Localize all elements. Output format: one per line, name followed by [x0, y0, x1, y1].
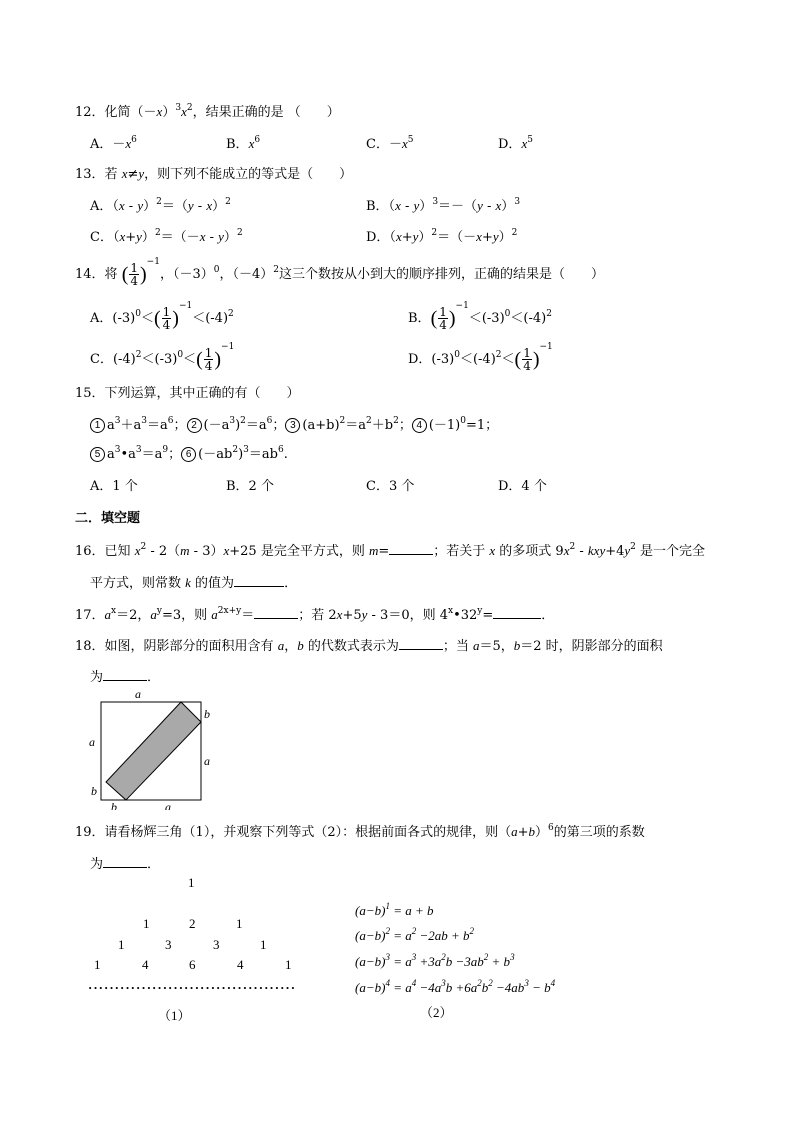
q13-option-b: B．（x - y）$^3$＝－（y - x）$^3$	[366, 196, 521, 214]
equation-4: $(a-b)^4 = a^4 -4a^3b +6a^2b^2 -4ab^3 - b^4$	[355, 977, 556, 995]
q13-stem: 13．若 x≠y，则下列不能成立的等式是（ ）	[75, 166, 353, 182]
q18-figure	[85, 685, 220, 810]
q15-option-b: B．2 个	[226, 479, 274, 494]
q15-option-a: A．1 个	[90, 479, 138, 494]
q15-option-d: D．4 个	[498, 479, 547, 494]
equation-1: $(a-b)^1 = a + b$	[355, 900, 434, 918]
label-right-a: a	[204, 754, 210, 768]
triangle-row4-item: 6	[189, 957, 196, 972]
label-left-b: b	[91, 784, 97, 798]
q14-stem: 14．将 ( $\frac{1}{4}$ )$^{-1}$，$(-3)^0$，$(-4)^2$这三个数按从小到大的顺序排列，正确的结果是（ ）	[75, 256, 604, 288]
triangle-row3-item: 3	[213, 937, 220, 952]
label-bottom-a: a	[165, 800, 171, 810]
q16-line2: 平方式，则常数 k 的值为 ．	[90, 575, 298, 591]
triangle-row3-item: 1	[118, 937, 125, 952]
label-bottom-b: b	[111, 800, 117, 810]
triangle-row4-item: 4	[237, 957, 244, 972]
q18-line2: 为 ．	[90, 670, 161, 685]
q12-stem	[75, 104, 340, 121]
equation-3: $(a-b)^3 = a^3 +3a^2b -3ab^2 + b^3$	[355, 951, 515, 969]
q13-option-a: A．（x - y）$^2$＝（y - x）$^2$	[90, 196, 231, 214]
triangle-label: （1）	[158, 1008, 191, 1023]
triangle-row4-item: 1	[285, 957, 292, 972]
triangle-row4-item: 4	[142, 957, 149, 972]
triangle-row4-item: 1	[94, 957, 101, 972]
triangle-row1-item: 1	[188, 875, 195, 890]
q15-stem: 15．下列运算，其中正确的有（ ）	[75, 386, 300, 401]
q15-line1: 1 $a^3+a^3=a^6$； 2 $(-a^3)^2=a^6$； 3 $(a+b)^2=a^2+b^2$； 4 $(-1)^0=1$；	[90, 418, 498, 434]
equations-label: （2）	[420, 1005, 453, 1020]
triangle-row2-item: 1	[143, 916, 150, 931]
triangle-row2-item: 1	[236, 916, 243, 931]
q17-line1: 17．$a^x=2$，$a^y=3$，则 $a^{2x+y}=$ ；若 2x+5y - 3＝0，则 $4^x•32^y=$ ．	[75, 605, 555, 623]
q19-line1: 19．请看杨辉三角（1），并观察下列等式（2）：根据前面各式的规律，则$(a+b)^6$的第三项的系数	[75, 822, 645, 840]
q15-line2: 5 $a^3•a^3=a^9$； 6 $(-ab^2)^3=ab^6$.	[90, 447, 288, 463]
label-top-a: a	[135, 687, 141, 701]
q14-option-a: A．$(-3)^0<$( $\frac{1}{4}$ )$^{-1}<(-4)^2$	[90, 300, 234, 332]
q18-line1: 18．如图，阴影部分的面积用含有 a，b 的代数式表示为 ；当 a＝5，b＝2 时，阴影部分的面积	[75, 638, 663, 654]
section-title: 二．填空题	[75, 510, 141, 525]
triangle-row3-item: 3	[165, 937, 172, 952]
q19-line2: 为 ．	[90, 857, 161, 872]
q14-option-b: B．( $\frac{1}{4}$ )$^{-1}<(-3)^0<(-4)^2$	[408, 300, 552, 332]
triangle-row2-item: 2	[189, 916, 196, 931]
q14-option-d: D．$(-3)^0<(-4)^2<$( $\frac{1}{4}$ )$^{-1}$	[408, 341, 553, 373]
q12-option-b: B．$x^6$	[226, 134, 261, 152]
q15-option-c: C．3 个	[366, 479, 415, 494]
q12-stem-text: 12．化简$(-x)^3x^2$，结果正确的是 （ ）	[75, 102, 340, 120]
equation-2: $(a-b)^2 = a^2 -2ab + b^2$	[355, 925, 475, 943]
q12-option-d: D．$x^5$	[498, 134, 533, 152]
shaded-parallelogram	[106, 702, 201, 800]
q13-option-d: D．$(x+y)^2=(-x+y)^2$	[366, 227, 518, 245]
q12-option-a: A．$-x^6$	[90, 134, 137, 152]
q14-option-c: C．$(-4)^2<(-3)^0<$( $\frac{1}{4}$ )$^{-1}$	[90, 341, 235, 373]
label-right-b: b	[204, 707, 210, 721]
q16-line1: 16．已知 $x^2 - 2(m - 3)x+25$ 是完全平方式，则 m= ；若关于 x 的多项式 $9x^2 - kxy+4y^2$ 是一个完全	[75, 541, 706, 559]
triangle-dots: ·······································	[88, 980, 297, 995]
label-left-a: a	[89, 735, 95, 749]
triangle-row3-item: 1	[260, 937, 267, 952]
q13-option-c: C．$(x+y)^2=(-x - y)^2$	[90, 227, 243, 245]
q12-option-c: C．$-x^5$	[366, 134, 414, 152]
